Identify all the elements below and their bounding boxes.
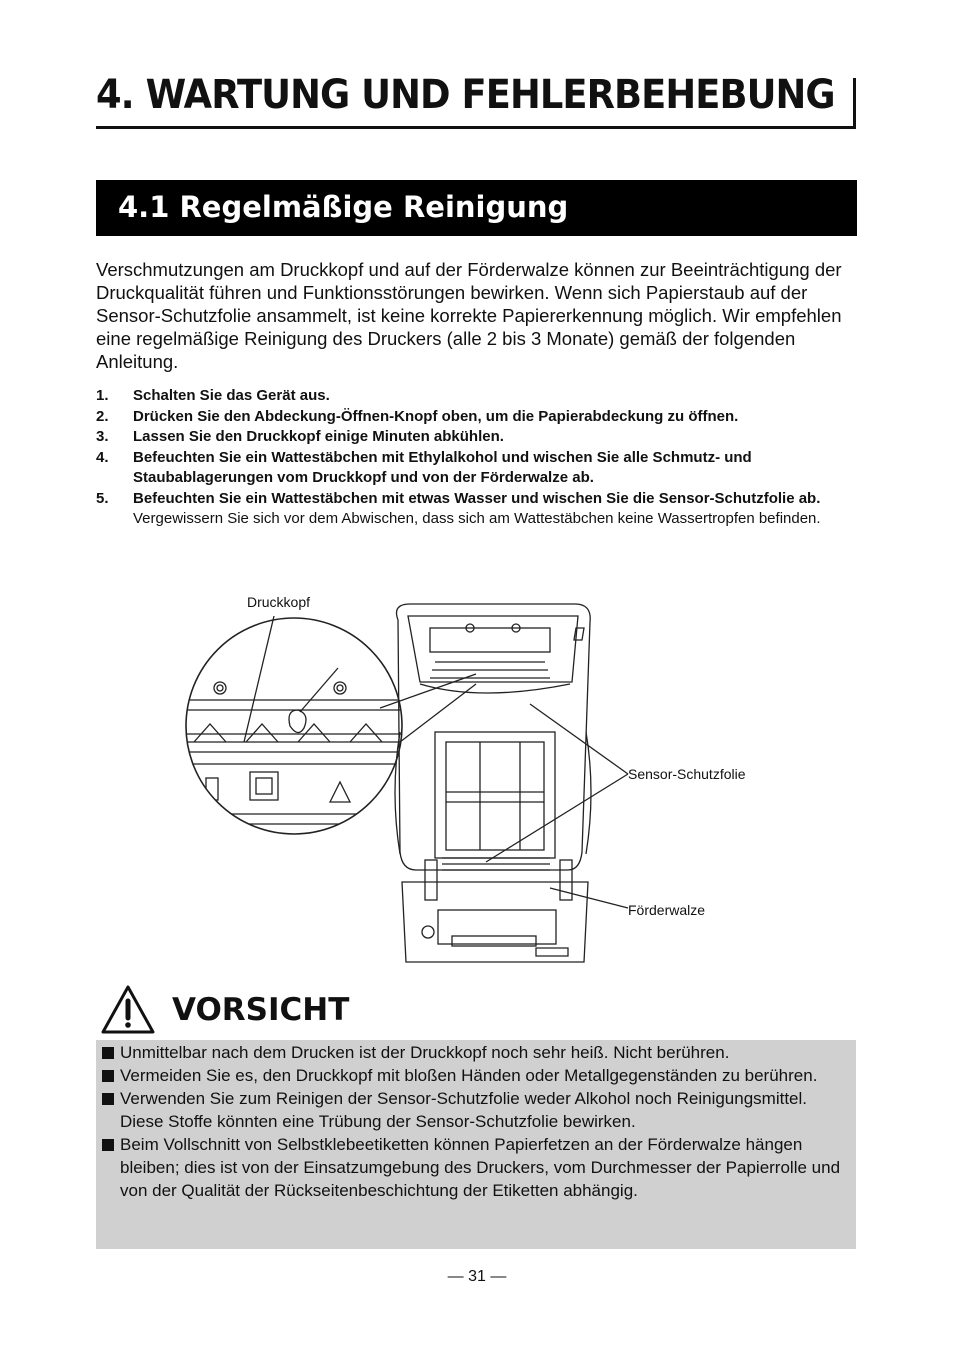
- caution-box: [96, 1040, 856, 1249]
- step-list: [96, 386, 866, 530]
- section-bar: [96, 180, 857, 236]
- step-text: Drücken Sie den Abdeckung-Öffnen-Knopf oben, um die Papierabdeckung zu öffnen.: [133, 407, 739, 425]
- step-text: Schalten Sie das Gerät aus.: [133, 387, 330, 404]
- step-text: Lassen Sie den Druckkopf einige Minuten abkühlen.: [133, 428, 504, 445]
- chapter-heading: 4. WARTUNG UND FEHLERBEHEBUNG: [96, 72, 835, 118]
- step-item: [96, 448, 866, 489]
- printer-illustration: [180, 592, 800, 964]
- step-item: [96, 489, 866, 530]
- step-note: Vergewissern Sie sich vor dem Abwischen, dass sich am Wattestäbchen keine Wassertropfen befinden.: [133, 510, 821, 527]
- step-text: Befeuchten Sie ein Wattestäbchen mit etwas Wasser und wischen Sie die Sensor-Schutzfolie ab.: [133, 489, 821, 507]
- page-number: — 31 —: [447, 1268, 507, 1285]
- label-sensor-schutzfolie: Sensor-Schutzfolie: [628, 766, 746, 782]
- caution-text: Vermeiden Sie es, den Druckkopf mit bloßen Händen oder Metallgegenständen zu berühren.: [120, 1066, 818, 1085]
- warning-triangle-icon: [100, 984, 156, 1036]
- step-number: 3.: [96, 428, 109, 445]
- caution-title: VORSICHT: [172, 992, 350, 1028]
- caution-item: [102, 1064, 848, 1087]
- step-item: [96, 386, 866, 407]
- square-bullet-icon: [102, 1070, 114, 1082]
- caution-text: Beim Vollschnitt von Selbstklebeetiketten können Papierfetzen an der Förderwalze hängen bleiben; dies ist von der Einsatzumgebung des Druckers, vom Durchmesser der Papierrolle und von der Qualität der Rückseitenbeschichtung der Etiketten abhängig.: [120, 1135, 841, 1200]
- step-number: 2.: [96, 407, 109, 425]
- caution-list: [96, 1040, 856, 1202]
- caution-text: Unmittelbar nach dem Drucken ist der Druckkopf noch sehr heiß. Nicht berühren.: [120, 1043, 730, 1062]
- caution-header: [96, 984, 856, 1044]
- caution-item: [102, 1133, 848, 1202]
- label-druckkopf: Druckkopf: [247, 594, 311, 610]
- caution-text: Verwenden Sie zum Reinigen der Sensor-Schutzfolie weder Alkohol noch Reinigungsmittel. Diese Stoffe könnten eine Trübung der Sensor-Schutzfolie bewirken.: [120, 1089, 807, 1131]
- intro-paragraph: Verschmutzungen am Druckkopf und auf der Förderwalze können zur Beeinträchtigung der Druckqualität führen und Funktionsstörungen bewirken. Wenn sich Papierstaub auf der Sensor-Schutzfolie ansammelt, ist keine korrekte Papiererkennung möglich. Wir empfehlen eine regelmäßige Reinigung des Druckers (alle 2 bis 3 Monate) gemäß der folgenden Anleitung.: [96, 259, 842, 372]
- step-number: 1.: [96, 387, 109, 404]
- section-heading: 4.1 Regelmäßige Reinigung: [118, 190, 569, 224]
- step-item: [96, 427, 866, 448]
- label-foerderwalze: Förderwalze: [628, 902, 706, 918]
- square-bullet-icon: [102, 1047, 114, 1059]
- chapter-title: [96, 70, 856, 129]
- square-bullet-icon: [102, 1139, 114, 1151]
- step-number: 5.: [96, 489, 109, 507]
- step-item: [96, 407, 866, 428]
- step-text: Befeuchten Sie ein Wattestäbchen mit Ethylalkohol und wischen Sie alle Schmutz- und Staubablagerungen vom Druckkopf und von der Förderwalze ab.: [133, 448, 752, 486]
- square-bullet-icon: [102, 1093, 114, 1105]
- step-number: 4.: [96, 448, 109, 466]
- caution-item: [102, 1087, 848, 1133]
- title-rule: [853, 78, 856, 126]
- caution-item: [102, 1041, 848, 1064]
